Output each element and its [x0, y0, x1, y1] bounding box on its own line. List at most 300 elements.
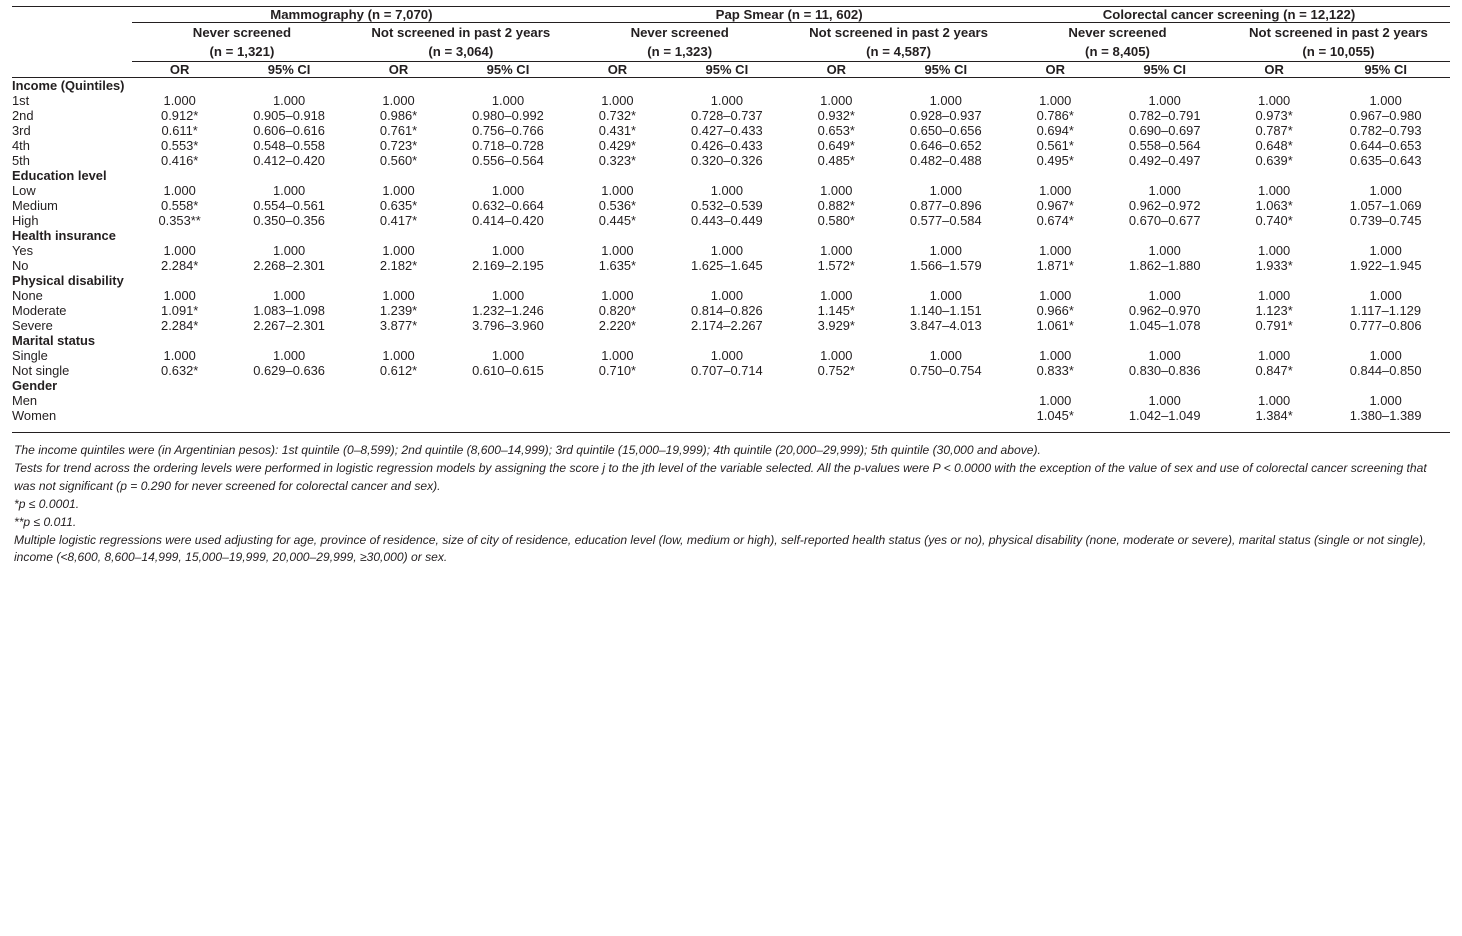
- cell-value: 1.000: [491, 93, 525, 109]
- row-label: Single: [12, 348, 48, 364]
- column-header-blank: [12, 62, 132, 78]
- header-subgroup-row: [12, 23, 1450, 62]
- cell-value: 0.414–0.420: [472, 213, 544, 229]
- row-label: None: [12, 288, 43, 304]
- table-row: [12, 183, 1450, 198]
- cell-value: 1.000: [710, 243, 743, 259]
- subgroup-title: Never screened: [192, 25, 292, 40]
- cell-value: [132, 393, 226, 408]
- cell-value: 1.000: [491, 348, 525, 364]
- cell-value: 1.000: [1148, 243, 1181, 259]
- column-header-or-2: OR: [351, 62, 445, 78]
- cell-value: [789, 408, 883, 432]
- cell-value: 3.796–3.960: [472, 318, 544, 334]
- cell-value: 0.558–0.564: [1128, 138, 1201, 154]
- cell-value: 2.182*: [379, 258, 418, 274]
- cell-value: 1.000: [820, 288, 853, 304]
- cell-value: 1.083–1.098: [253, 303, 325, 319]
- header-column-row: [12, 62, 1450, 78]
- table-row: [12, 393, 1450, 408]
- cell-value: 0.707–0.714: [691, 363, 763, 379]
- cell-value: 0.632–0.664: [472, 198, 544, 214]
- cell-value: 2.284*: [161, 318, 199, 334]
- cell-value: 1.232–1.246: [472, 303, 544, 319]
- cell-value: 0.610–0.615: [472, 363, 544, 379]
- cell-value: 0.629–0.636: [253, 363, 325, 379]
- cell-value: 1.933*: [1255, 258, 1293, 274]
- section-heading-row: [12, 78, 1450, 94]
- section-heading: Marital status: [12, 333, 96, 349]
- cell-value: 0.561*: [1036, 138, 1074, 154]
- subgroup-pap-never: [570, 23, 789, 62]
- cell-value: [665, 393, 790, 408]
- cell-value: 1.000: [1039, 393, 1072, 409]
- cell-value: 0.932*: [817, 108, 855, 124]
- cell-value: 1.380–1.389: [1349, 408, 1422, 424]
- cell-value: 0.429*: [598, 138, 637, 154]
- cell-value: 0.739–0.745: [1349, 213, 1422, 229]
- cell-value: 0.353**: [158, 213, 201, 229]
- cell-value: 0.844–0.850: [1349, 363, 1422, 379]
- column-header-ci-5: 95% CI: [1102, 62, 1227, 78]
- cell-value: 0.577–0.584: [909, 213, 982, 229]
- cell-value: 1.000: [929, 348, 962, 364]
- cell-value: 0.492–0.497: [1128, 153, 1201, 169]
- cell-value: 0.431*: [598, 123, 637, 139]
- section-heading-row: [12, 333, 1450, 348]
- cell-value: 1.091*: [161, 303, 199, 319]
- cell-value: 1.000: [1257, 243, 1291, 259]
- table-row: [12, 288, 1450, 303]
- cell-value: 0.882*: [817, 198, 855, 214]
- cell-value: 0.694*: [1036, 123, 1074, 139]
- cell-value: 0.750–0.754: [909, 363, 982, 379]
- table-row: [12, 123, 1450, 138]
- cell-value: 0.905–0.918: [253, 108, 325, 124]
- cell-value: 0.639*: [1255, 153, 1293, 169]
- cell-value: 0.553*: [161, 138, 199, 154]
- cell-value: 1.000: [491, 183, 525, 199]
- cell-value: 0.752*: [817, 363, 855, 379]
- cell-value: [351, 408, 445, 432]
- cell-value: 0.443–0.449: [691, 213, 763, 229]
- table-row: [12, 363, 1450, 378]
- cell-value: 1.000: [1148, 393, 1181, 409]
- row-label: 4th: [12, 138, 30, 154]
- cell-value: 1.922–1.945: [1349, 258, 1422, 274]
- cell-value: 1.000: [710, 288, 743, 304]
- cell-value: 0.787*: [1255, 123, 1293, 139]
- subgroup-n: (n = 4,587): [866, 44, 932, 60]
- cell-value: 1.000: [710, 183, 743, 199]
- cell-value: 0.732*: [598, 108, 637, 124]
- column-header-ci-6: 95% CI: [1321, 62, 1450, 78]
- cell-value: 1.000: [601, 183, 634, 199]
- table-row: [12, 153, 1450, 168]
- cell-value: 1.000: [1039, 243, 1072, 259]
- cell-value: 2.174–2.267: [691, 318, 763, 334]
- subgroup-title: Never screened: [630, 25, 729, 40]
- cell-value: 1.000: [272, 183, 306, 199]
- footnote: *p ≤ 0.0001.: [14, 496, 80, 511]
- cell-value: 1.000: [929, 183, 962, 199]
- cell-value: 0.973*: [1255, 108, 1293, 124]
- table-row: [12, 303, 1450, 318]
- cell-value: 0.962–0.972: [1128, 198, 1201, 214]
- subgroup-title: Never screened: [1068, 25, 1167, 40]
- cell-value: 0.644–0.653: [1349, 138, 1422, 154]
- cell-value: 0.967*: [1036, 198, 1074, 214]
- cell-value: 0.412–0.420: [253, 153, 325, 169]
- corner-cell-2: [12, 23, 132, 62]
- row-label: Women: [12, 408, 57, 424]
- cell-value: 1.000: [272, 93, 306, 109]
- row-label: 2nd: [12, 108, 34, 124]
- cell-value: 1.000: [1257, 93, 1291, 109]
- cell-value: 1.572*: [817, 258, 855, 274]
- cell-value: 1.000: [1039, 183, 1072, 199]
- footnote: Multiple logistic regressions were used adjusting for age, province of residence, size of city of residence, education level (low, medium or high), self-reported health status (yes or no), physical disability (none, moderate or severe), marital status (single or not single), income (<8,600, 8,600–14,999, 15,000–19,999, 20,000–29,999, ≥30,000) or sex.: [14, 533, 1427, 565]
- cell-value: 1.000: [272, 348, 306, 364]
- row-label: Not single: [12, 363, 70, 379]
- cell-value: 0.814–0.826: [691, 303, 763, 319]
- cell-value: 0.482–0.488: [909, 153, 982, 169]
- cell-value: 2.284*: [161, 258, 199, 274]
- table-row: [12, 138, 1450, 153]
- row-label: Moderate: [12, 303, 67, 319]
- cell-value: 0.606–0.616: [253, 123, 325, 139]
- cell-value: 1.000: [820, 93, 853, 109]
- cell-value: 1.000: [1369, 393, 1402, 409]
- subgroup-n: (n = 8,405): [1085, 44, 1150, 60]
- cell-value: 1.045–1.078: [1128, 318, 1201, 334]
- cell-value: 1.042–1.049: [1128, 408, 1201, 424]
- subgroup-crc-never: [1008, 23, 1227, 62]
- cell-value: 1.000: [929, 93, 962, 109]
- column-header-or-4: OR: [789, 62, 883, 78]
- results-table: [12, 6, 1450, 433]
- cell-value: [570, 408, 664, 432]
- cell-value: 2.220*: [598, 318, 637, 334]
- cell-value: 1.000: [382, 243, 415, 259]
- cell-value: 1.384*: [1255, 408, 1293, 424]
- cell-value: 2.169–2.195: [472, 258, 544, 274]
- cell-value: 0.718–0.728: [472, 138, 544, 154]
- subgroup-title: Not screened in past 2 years: [809, 25, 988, 40]
- cell-value: 3.847–4.013: [909, 318, 982, 334]
- cell-value: 1.625–1.645: [691, 258, 763, 274]
- cell-value: 1.566–1.579: [909, 258, 982, 274]
- cell-value: 0.962–0.970: [1128, 303, 1201, 319]
- cell-value: 1.000: [1369, 348, 1402, 364]
- section-heading: Education level: [12, 168, 107, 184]
- row-label: Severe: [12, 318, 53, 334]
- cell-value: 1.000: [929, 288, 962, 304]
- cell-value: 0.495*: [1036, 153, 1074, 169]
- subgroup-mammo-past2: [351, 23, 570, 62]
- row-label: 3rd: [12, 123, 31, 139]
- cell-value: 1.000: [601, 348, 634, 364]
- subgroup-n: (n = 1,323): [647, 44, 713, 60]
- group-header-colorectal: Colorectal cancer screening (n = 12,122): [1008, 7, 1450, 23]
- cell-value: 1.000: [601, 288, 634, 304]
- section-heading-row: [12, 168, 1450, 183]
- group-header-pap-smear: Pap Smear (n = 11, 602): [570, 7, 1008, 23]
- cell-value: 1.000: [1257, 393, 1291, 409]
- cell-value: 0.554–0.561: [253, 198, 325, 214]
- cell-value: 0.323*: [598, 153, 637, 169]
- cell-value: 0.674*: [1036, 213, 1074, 229]
- section-heading-row: [12, 273, 1450, 288]
- table-row: [12, 243, 1450, 258]
- row-label: Men: [12, 393, 38, 409]
- column-header-ci-1: 95% CI: [227, 62, 352, 78]
- subgroup-pap-past2: [789, 23, 1008, 62]
- cell-value: 1.000: [163, 93, 196, 109]
- cell-value: [227, 408, 352, 432]
- table-row: [12, 318, 1450, 333]
- table-row: [12, 408, 1450, 432]
- column-header-or-6: OR: [1227, 62, 1321, 78]
- cell-value: [884, 393, 1009, 408]
- cell-value: 1.000: [710, 348, 743, 364]
- cell-value: [351, 393, 445, 408]
- cell-value: 0.650–0.656: [909, 123, 982, 139]
- cell-value: 0.847*: [1255, 363, 1293, 379]
- row-label: 5th: [12, 153, 30, 169]
- cell-value: [884, 408, 1009, 432]
- cell-value: 0.320–0.326: [691, 153, 763, 169]
- row-label: 1st: [12, 93, 30, 109]
- cell-value: 1.000: [1039, 93, 1072, 109]
- cell-value: [227, 393, 352, 408]
- cell-value: 0.967–0.980: [1349, 108, 1422, 124]
- cell-value: 0.761*: [379, 123, 418, 139]
- table-head: [12, 7, 1450, 78]
- table-bottom-rule: [12, 432, 1450, 433]
- cell-value: 3.877*: [379, 318, 418, 334]
- cell-value: 1.000: [1148, 93, 1181, 109]
- cell-value: 0.690–0.697: [1128, 123, 1201, 139]
- cell-value: 1.000: [1148, 183, 1181, 199]
- table-row: [12, 108, 1450, 123]
- cell-value: 1.862–1.880: [1128, 258, 1201, 274]
- cell-value: 1.000: [601, 93, 634, 109]
- cell-value: 1.000: [820, 348, 853, 364]
- cell-value: 1.000: [163, 348, 196, 364]
- row-label: Yes: [12, 243, 34, 259]
- cell-value: 1.000: [163, 243, 196, 259]
- cell-value: [132, 408, 226, 432]
- cell-value: 0.966*: [1036, 303, 1074, 319]
- cell-value: 1.000: [1369, 183, 1402, 199]
- cell-value: [446, 393, 571, 408]
- cell-value: 0.820*: [598, 303, 637, 319]
- cell-value: 1.000: [1039, 348, 1072, 364]
- cell-value: 1.000: [1369, 93, 1402, 109]
- subgroup-n: (n = 10,055): [1302, 44, 1375, 60]
- cell-value: 0.791*: [1255, 318, 1293, 334]
- cell-value: 1.000: [491, 288, 525, 304]
- cell-value: 0.417*: [379, 213, 418, 229]
- cell-value: 1.000: [1257, 348, 1291, 364]
- cell-value: 1.123*: [1255, 303, 1293, 319]
- cell-value: 0.635*: [379, 198, 418, 214]
- cell-value: 0.532–0.539: [691, 198, 763, 214]
- cell-value: 1.000: [710, 93, 743, 109]
- column-header-ci-3: 95% CI: [665, 62, 790, 78]
- cell-value: 1.000: [382, 348, 415, 364]
- section-heading: Gender: [12, 378, 58, 394]
- section-heading: Income (Quintiles): [12, 78, 125, 94]
- subgroup-n: (n = 1,321): [209, 44, 275, 60]
- cell-value: 0.912*: [161, 108, 199, 124]
- cell-value: 1.635*: [598, 258, 637, 274]
- row-label: No: [12, 258, 29, 274]
- cell-value: 1.000: [820, 243, 853, 259]
- cell-value: 1.057–1.069: [1349, 198, 1422, 214]
- cell-value: 0.350–0.356: [253, 213, 325, 229]
- cell-value: 1.117–1.129: [1350, 303, 1422, 319]
- cell-value: 0.648*: [1255, 138, 1293, 154]
- footnote: The income quintiles were (in Argentinian pesos): 1st quintile (0–8,599); 2nd quintile (8,600–14,999); 3rd quintile (15,000–19,999); 4th quintile (20,000–29,999); 5th quintile (30,000 and above).: [14, 443, 1041, 458]
- cell-value: 0.632*: [161, 363, 199, 379]
- cell-value: 0.556–0.564: [472, 153, 544, 169]
- table-row: [12, 348, 1450, 363]
- cell-value: 1.000: [491, 243, 525, 259]
- table-row: [12, 93, 1450, 108]
- cell-value: 1.000: [1257, 288, 1291, 304]
- column-header-or-1: OR: [132, 62, 226, 78]
- cell-value: 0.635–0.643: [1349, 153, 1422, 169]
- footnote: **p ≤ 0.011.: [14, 514, 77, 529]
- cell-value: 1.000: [1369, 243, 1402, 259]
- cell-value: 0.756–0.766: [472, 123, 544, 139]
- cell-value: 0.710*: [598, 363, 637, 379]
- cell-value: 0.548–0.558: [253, 138, 325, 154]
- cell-value: 0.653*: [817, 123, 855, 139]
- cell-value: 0.986*: [379, 108, 418, 124]
- cell-value: 1.000: [382, 183, 415, 199]
- cell-value: 0.416*: [161, 153, 199, 169]
- cell-value: 0.728–0.737: [691, 108, 763, 124]
- cell-value: 1.140–1.151: [909, 303, 982, 319]
- cell-value: 1.000: [382, 288, 415, 304]
- column-header-ci-2: 95% CI: [446, 62, 571, 78]
- cell-value: 0.560*: [379, 153, 418, 169]
- cell-value: 0.536*: [598, 198, 637, 214]
- cell-value: 1.145*: [817, 303, 855, 319]
- cell-value: 0.427–0.433: [691, 123, 763, 139]
- section-heading: Physical disability: [12, 273, 124, 289]
- group-header-mammography: Mammography (n = 7,070): [132, 7, 570, 23]
- section-heading-row: [12, 378, 1450, 393]
- cell-value: 0.426–0.433: [691, 138, 763, 154]
- table-row: [12, 213, 1450, 228]
- cell-value: 1.000: [163, 183, 196, 199]
- cell-value: 2.268–2.301: [253, 258, 325, 274]
- cell-value: 1.000: [163, 288, 196, 304]
- cell-value: [446, 408, 571, 432]
- cell-value: 1.000: [929, 243, 962, 259]
- cell-value: 0.612*: [379, 363, 418, 379]
- cell-value: [789, 393, 883, 408]
- column-header-or-5: OR: [1008, 62, 1102, 78]
- cell-value: 1.000: [1257, 183, 1291, 199]
- cell-value: 0.830–0.836: [1128, 363, 1201, 379]
- cell-value: 0.833*: [1036, 363, 1074, 379]
- subgroup-mammo-never: [132, 23, 351, 62]
- bottom-rule: [12, 432, 1450, 433]
- cell-value: 1.000: [382, 93, 415, 109]
- cell-value: 0.611*: [161, 123, 198, 139]
- subgroup-n: (n = 3,064): [428, 44, 494, 60]
- row-label: Low: [12, 183, 36, 199]
- subgroup-title: Not screened in past 2 years: [1249, 25, 1428, 40]
- cell-value: 0.980–0.992: [472, 108, 544, 124]
- corner-cell: [12, 7, 132, 23]
- cell-value: 0.740*: [1255, 213, 1293, 229]
- cell-value: 1.000: [1369, 288, 1402, 304]
- cell-value: 1.000: [1148, 288, 1181, 304]
- table-row: [12, 198, 1450, 213]
- section-heading: Health insurance: [12, 228, 116, 244]
- subgroup-crc-past2: [1227, 23, 1450, 62]
- column-header-ci-4: 95% CI: [884, 62, 1009, 78]
- cell-value: 0.786*: [1036, 108, 1074, 124]
- cell-value: 1.063*: [1255, 198, 1293, 214]
- cell-value: 0.723*: [379, 138, 418, 154]
- cell-value: 0.782–0.791: [1128, 108, 1201, 124]
- header-group-row: [12, 7, 1450, 23]
- table-body: [12, 78, 1450, 433]
- section-heading-row: [12, 228, 1450, 243]
- column-header-or-3: OR: [570, 62, 664, 78]
- cell-value: [665, 408, 790, 432]
- cell-value: 1.000: [820, 183, 853, 199]
- footnote: Tests for trend across the ordering levels were performed in logistic regression models by assigning the score j to the jth level of the variable selected. All the p-values were P < 0.0000 with the exception of the value of sex and use of colorectal cancer screening that was not significant (p = 0.290 for never screened for colorectal cancer and sex).: [14, 461, 1427, 493]
- cell-value: 2.267–2.301: [253, 318, 325, 334]
- cell-value: [570, 393, 664, 408]
- cell-value: 0.777–0.806: [1349, 318, 1422, 334]
- cell-value: 0.445*: [598, 213, 637, 229]
- cell-value: 1.000: [1039, 288, 1072, 304]
- cell-value: 1.239*: [379, 303, 418, 319]
- cell-value: 0.928–0.937: [909, 108, 982, 124]
- cell-value: 0.649*: [817, 138, 855, 154]
- cell-value: 1.000: [601, 243, 634, 259]
- subgroup-title: Not screened in past 2 years: [371, 25, 551, 40]
- cell-value: 0.580*: [817, 213, 855, 229]
- table-row: [12, 258, 1450, 273]
- cell-value: 1.061*: [1036, 318, 1074, 334]
- cell-value: 1.045*: [1036, 408, 1074, 424]
- row-label: Medium: [12, 198, 58, 214]
- cell-value: 1.000: [272, 243, 306, 259]
- row-label: High: [12, 213, 39, 229]
- cell-value: 0.485*: [817, 153, 855, 169]
- cell-value: 0.558*: [161, 198, 199, 214]
- cell-value: 0.782–0.793: [1349, 123, 1422, 139]
- cell-value: 1.000: [1148, 348, 1181, 364]
- cell-value: 0.670–0.677: [1128, 213, 1201, 229]
- cell-value: 3.929*: [817, 318, 855, 334]
- cell-value: 1.000: [272, 288, 306, 304]
- cell-value: 0.877–0.896: [909, 198, 982, 214]
- table-footnotes: [12, 442, 1450, 566]
- cell-value: 1.871*: [1036, 258, 1074, 274]
- cell-value: 0.646–0.652: [909, 138, 982, 154]
